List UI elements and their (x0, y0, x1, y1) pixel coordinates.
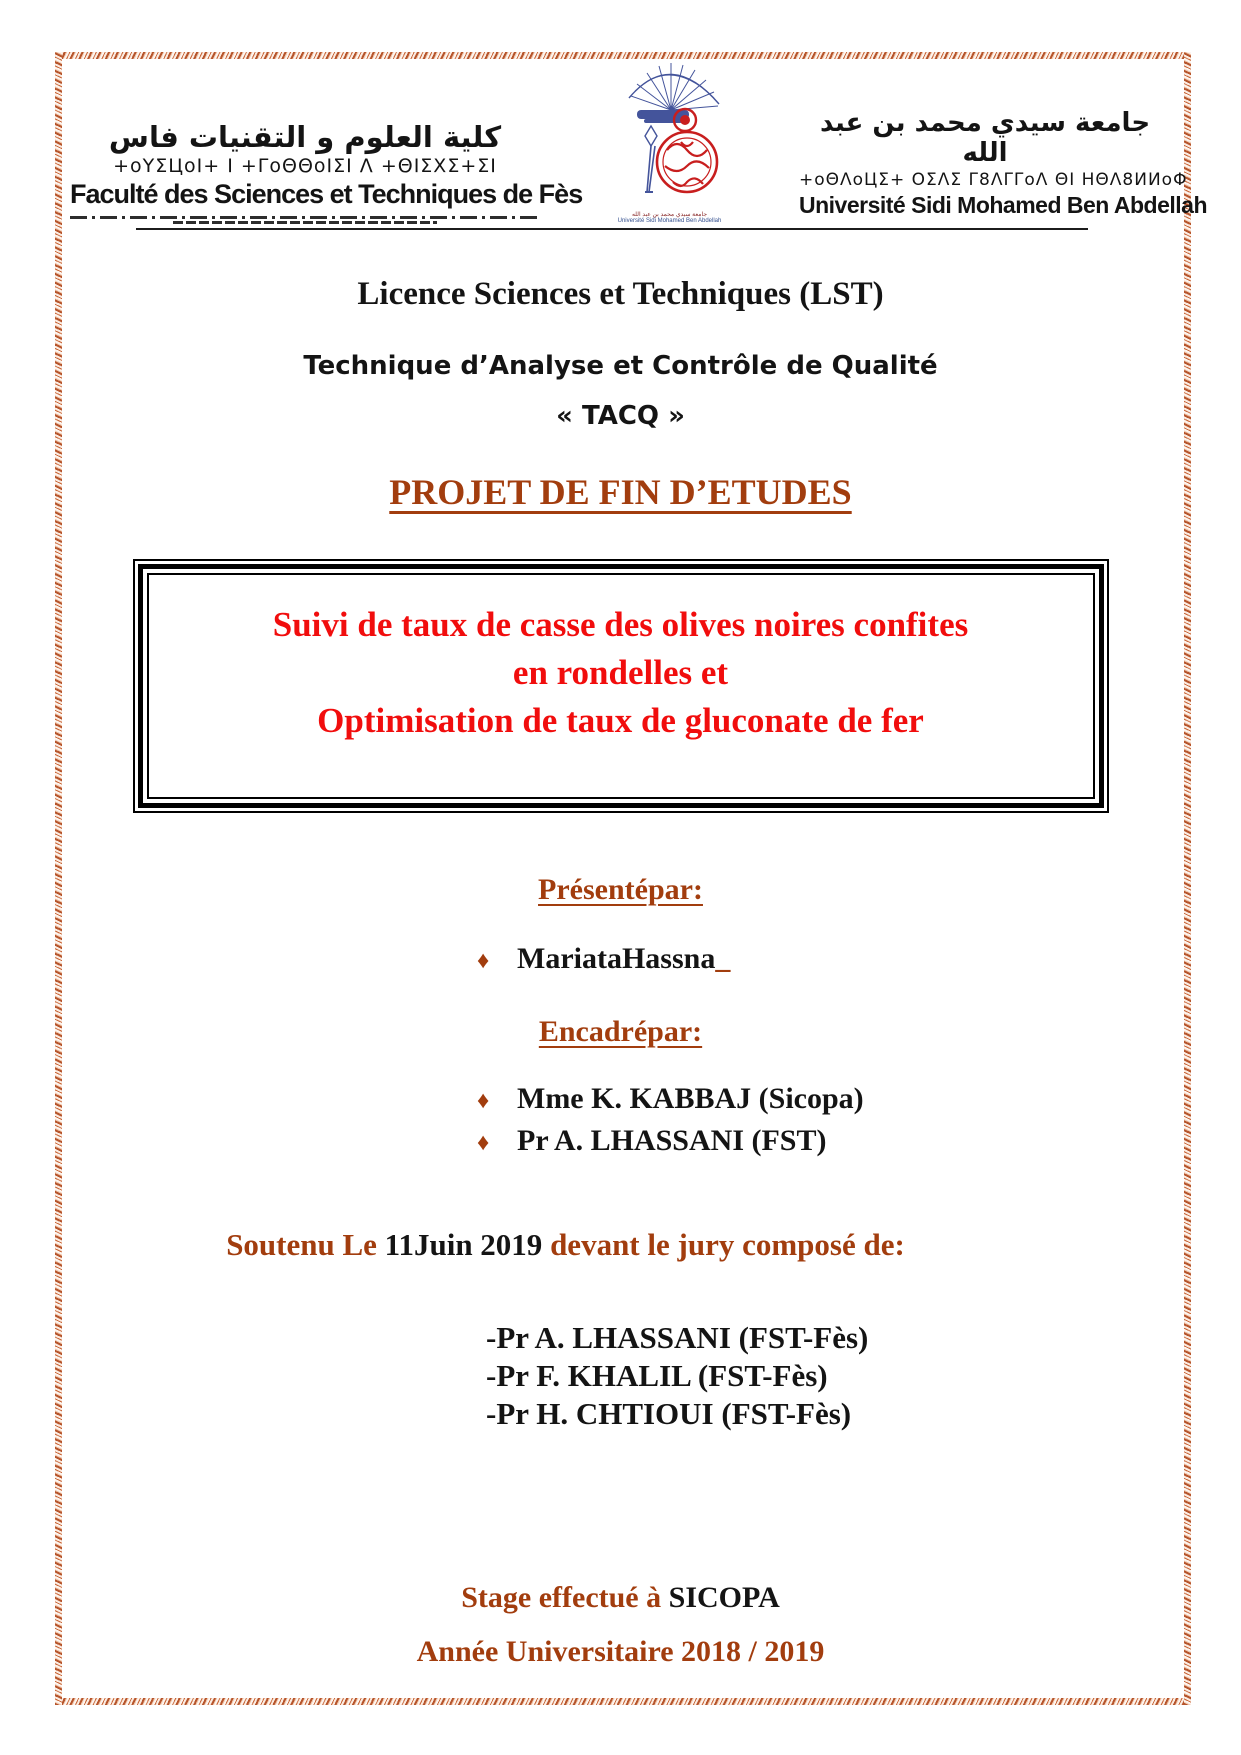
presented-by-label: Présentépar: (538, 873, 703, 906)
university-logo-emblem (611, 58, 729, 208)
faculty-name-tifinagh: +oYΣЦoΙ+ Ι +ΓoΘΘoΙΣΙ Λ +ΘΙΣΧΣ+ΣΙ (113, 155, 497, 178)
degree-title: Licence Sciences et Techniques (LST) (357, 276, 884, 312)
defense-statement (3, 1227, 1128, 1263)
project-title-box-inner-border (147, 573, 1095, 799)
program-title (58, 341, 1183, 441)
jury-list (486, 1319, 1183, 1433)
diamond-bullet-icon: ♦ (477, 1088, 490, 1115)
author-trailing-underscore: _ (715, 942, 731, 975)
project-title-box (133, 559, 1109, 813)
internship-company: SICOPA (668, 1581, 780, 1615)
university-name-french: Université Sidi Mohamed Ben Abdellah (799, 191, 1208, 218)
defense-suffix: devant le jury composé de: (542, 1227, 905, 1263)
supervisors-list (58, 1079, 1183, 1163)
author-line (58, 939, 1183, 981)
faculty-name-french: Faculté des Sciences et Techniques de Fès (70, 178, 583, 209)
defense-date: 11Juin 2019 (384, 1227, 543, 1263)
project-title-line-3: Optimisation de taux de gluconate de fer (317, 701, 924, 740)
ornamental-border-bottom (55, 1698, 1191, 1705)
faculty-block (70, 119, 583, 224)
project-title-line-2: en rondelles et (512, 653, 729, 692)
jury-member: -Pr F. KHALIL (FST-Fès) (486, 1358, 828, 1394)
logo-caption-french: Université Sidi Mohamed Ben Abdellah (617, 218, 722, 224)
institution-header (58, 58, 1208, 224)
supervisor-item (477, 1121, 1183, 1163)
dash-dot-divider (70, 216, 540, 219)
report-type-heading: PROJET DE FIN D’ETUDES (389, 472, 852, 512)
diamond-bullet-icon: ♦ (477, 948, 490, 975)
project-title-box-middle-border (138, 564, 1104, 808)
university-block (799, 108, 1208, 224)
header-divider-line (136, 228, 1088, 230)
program-line-2: « TACQ » (556, 401, 685, 431)
supervisor-name: Pr A. LHASSANI (FST) (517, 1124, 827, 1158)
jury-member: -Pr H. CHTIOUI (FST-Fès) (486, 1396, 852, 1432)
supervisor-item (477, 1079, 1183, 1121)
diamond-bullet-icon: ♦ (477, 1130, 490, 1157)
university-name-tifinagh: +oΘΛoЦΣ+ ΟΣΛΣ Γ8ΛΓΓoΛ ΘΙ ΗΘΛ8ИИoΦ (799, 170, 1188, 191)
author-name: MariataHassna (517, 942, 716, 975)
university-name-arabic: جامعة سيدي محمد بن عبد الله (819, 108, 1151, 169)
internship-prefix: Stage effectué à (461, 1581, 669, 1615)
jury-member: -Pr A. LHASSANI (FST-Fès) (486, 1320, 869, 1356)
project-title-line-1: Suivi de taux de casse des olives noires confites (272, 605, 969, 644)
program-line-1: Technique d’Analyse et Contrôle de Qualité (303, 351, 938, 381)
faculty-name-arabic: كلية العلوم و التقنيات فاس (108, 119, 502, 154)
defense-prefix: Soutenu Le (226, 1227, 385, 1263)
supervised-by-label: Encadrépar: (538, 1015, 703, 1049)
project-title (157, 601, 1085, 745)
logo-caption-arabic: جامعة سيدي محمد بن عبد الله (631, 212, 708, 218)
dash-dot-divider-inner (173, 221, 436, 224)
university-logo (604, 58, 736, 224)
academic-year: Année Universitaire 2018 / 2019 (416, 1635, 825, 1669)
page-content (0, 58, 1241, 1669)
supervisor-name: Mme K. KABBAJ (Sicopa) (517, 1082, 864, 1116)
internship-statement (58, 1581, 1183, 1615)
